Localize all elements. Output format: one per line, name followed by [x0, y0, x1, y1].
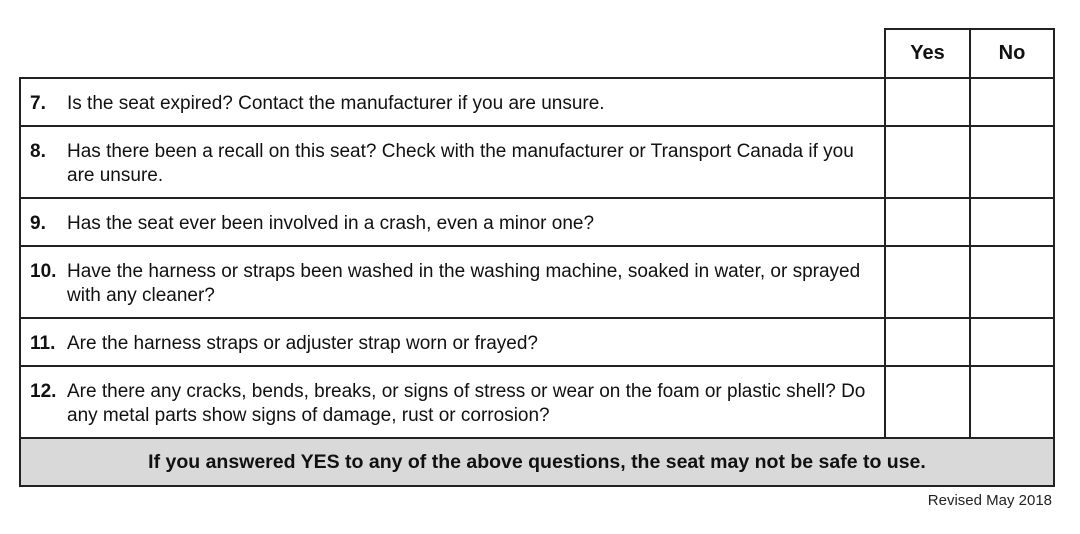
question-row-11 — [20, 318, 1054, 366]
question-text: Are there any cracks, bends, breaks, or signs of stress or wear on the foam or plastic shell? Do any metal parts show signs of damage, rust or corrosion? — [67, 381, 866, 426]
question-number: 10. — [30, 261, 57, 282]
question-cell — [20, 198, 885, 246]
checklist-table — [19, 28, 1055, 487]
question-text: Have the harness or straps been washed in the washing machine, soaked in water, or sprayed with any cleaner? — [67, 261, 861, 306]
no-answer-box[interactable] — [970, 198, 1054, 246]
yes-answer-box[interactable] — [885, 366, 970, 438]
checklist-sheet — [19, 28, 1053, 487]
no-answer-box[interactable] — [970, 366, 1054, 438]
warning-row — [20, 438, 1054, 486]
question-number: 9. — [30, 213, 46, 234]
question-row-8 — [20, 126, 1054, 198]
question-text: Has the seat ever been involved in a crash, even a minor one? — [67, 213, 595, 234]
question-text: Are the harness straps or adjuster strap worn or frayed? — [67, 333, 539, 354]
no-column-header: No — [970, 29, 1054, 78]
question-number: 7. — [30, 93, 46, 114]
question-cell — [20, 126, 885, 198]
header-blank-cell — [20, 29, 885, 78]
question-row-10 — [20, 246, 1054, 318]
yes-column-header: Yes — [885, 29, 970, 78]
header-row — [20, 29, 1054, 78]
warning-banner: If you answered YES to any of the above questions, the seat may not be safe to use. — [20, 438, 1054, 486]
no-answer-box[interactable] — [970, 126, 1054, 198]
question-cell — [20, 318, 885, 366]
question-text: Has there been a recall on this seat? Check with the manufacturer or Transport Canada if you are unsure. — [67, 141, 854, 186]
question-row-7 — [20, 78, 1054, 126]
revision-date: Revised May 2018 — [927, 492, 1052, 509]
question-number: 11. — [30, 333, 56, 354]
question-number: 8. — [30, 141, 46, 162]
no-answer-box[interactable] — [970, 78, 1054, 126]
no-answer-box[interactable] — [970, 318, 1054, 366]
question-text: Is the seat expired? Contact the manufacturer if you are unsure. — [67, 93, 605, 114]
no-answer-box[interactable] — [970, 246, 1054, 318]
question-cell — [20, 366, 885, 438]
question-row-12 — [20, 366, 1054, 438]
question-row-9 — [20, 198, 1054, 246]
yes-answer-box[interactable] — [885, 318, 970, 366]
yes-answer-box[interactable] — [885, 246, 970, 318]
yes-answer-box[interactable] — [885, 78, 970, 126]
question-cell — [20, 246, 885, 318]
question-number: 12. — [30, 381, 57, 402]
yes-answer-box[interactable] — [885, 198, 970, 246]
yes-answer-box[interactable] — [885, 126, 970, 198]
question-cell — [20, 78, 885, 126]
